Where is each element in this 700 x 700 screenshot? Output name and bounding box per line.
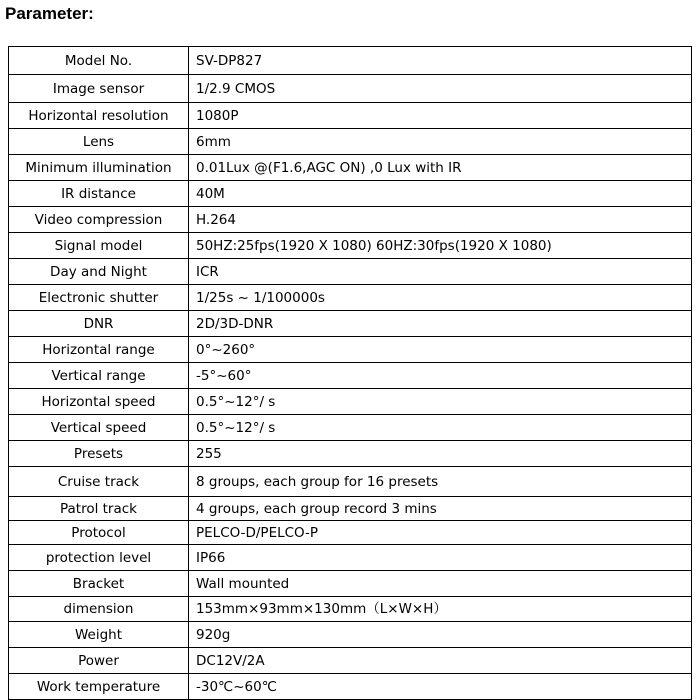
- row-value-day-and-night: ICR: [189, 259, 692, 285]
- row-value-horizontal-resolution: 1080P: [189, 103, 692, 129]
- row-label-dnr: DNR: [9, 311, 189, 337]
- table-row: [9, 415, 692, 441]
- row-value-vertical-speed: 0.5°~12°/ s: [189, 415, 692, 441]
- row-value-ir-distance: 40M: [189, 181, 692, 207]
- row-value-signal-model: 50HZ:25fps(1920 X 1080) 60HZ:30fps(1920 X 1080): [189, 233, 692, 259]
- row-label-cruise-track: Cruise track: [9, 467, 189, 497]
- row-value-protocol: PELCO-D/PELCO-P: [189, 521, 692, 545]
- table-row: [9, 337, 692, 363]
- row-label-day-and-night: Day and Night: [9, 259, 189, 285]
- row-value-work-temperature: -30℃~60℃: [189, 674, 692, 700]
- row-label-electronic-shutter: Electronic shutter: [9, 285, 189, 311]
- row-label-presets: Presets: [9, 441, 189, 467]
- row-value-vertical-range: -5°~60°: [189, 363, 692, 389]
- row-label-signal-model: Signal model: [9, 233, 189, 259]
- row-value-power: DC12V/2A: [189, 648, 692, 674]
- table-row: [9, 467, 692, 497]
- row-value-dimension: 153mm×93mm×130mm（L×W×H）: [189, 597, 692, 622]
- row-label-work-temperature: Work temperature: [9, 674, 189, 700]
- row-label-protocol: Protocol: [9, 521, 189, 545]
- page-title: Parameter:: [5, 4, 94, 23]
- table-row: [9, 181, 692, 207]
- row-label-horizontal-range: Horizontal range: [9, 337, 189, 363]
- row-value-horizontal-range: 0°~260°: [189, 337, 692, 363]
- row-value-electronic-shutter: 1/25s ~ 1/100000s: [189, 285, 692, 311]
- table-row: [9, 103, 692, 129]
- table-row: [9, 389, 692, 415]
- row-label-horizontal-resolution: Horizontal resolution: [9, 103, 189, 129]
- row-label-minimum-illumination: Minimum illumination: [9, 155, 189, 181]
- table-row: [9, 311, 692, 337]
- row-label-model-no: Model No.: [9, 47, 189, 75]
- row-label-power: Power: [9, 648, 189, 674]
- row-value-video-compression: H.264: [189, 207, 692, 233]
- row-label-image-sensor: Image sensor: [9, 75, 189, 103]
- row-label-ir-distance: IR distance: [9, 181, 189, 207]
- row-label-dimension: dimension: [9, 597, 189, 622]
- table-row: [9, 363, 692, 389]
- row-label-lens: Lens: [9, 129, 189, 155]
- row-value-horizontal-speed: 0.5°~12°/ s: [189, 389, 692, 415]
- row-value-protection-level: IP66: [189, 545, 692, 571]
- row-value-dnr: 2D/3D-DNR: [189, 311, 692, 337]
- row-label-vertical-range: Vertical range: [9, 363, 189, 389]
- row-label-video-compression: Video compression: [9, 207, 189, 233]
- row-value-weight: 920g: [189, 622, 692, 648]
- table-row: [9, 285, 692, 311]
- table-row: [9, 571, 692, 597]
- row-label-bracket: Bracket: [9, 571, 189, 597]
- row-label-protection-level: protection level: [9, 545, 189, 571]
- row-value-cruise-track: 8 groups, each group for 16 presets: [189, 467, 692, 497]
- row-value-presets: 255: [189, 441, 692, 467]
- row-value-image-sensor: 1/2.9 CMOS: [189, 75, 692, 103]
- row-value-lens: 6mm: [189, 129, 692, 155]
- table-row: [9, 155, 692, 181]
- table-row: [9, 129, 692, 155]
- table-row: [9, 622, 692, 648]
- table-row: [9, 674, 692, 700]
- row-label-patrol-track: Patrol track: [9, 497, 189, 521]
- parameter-table: [8, 46, 692, 700]
- row-label-horizontal-speed: Horizontal speed: [9, 389, 189, 415]
- row-label-weight: Weight: [9, 622, 189, 648]
- row-label-vertical-speed: Vertical speed: [9, 415, 189, 441]
- table-row: [9, 47, 692, 75]
- table-row: [9, 545, 692, 571]
- table-row: [9, 648, 692, 674]
- row-value-bracket: Wall mounted: [189, 571, 692, 597]
- table-row: [9, 75, 692, 103]
- table-row: [9, 497, 692, 521]
- table-row: [9, 441, 692, 467]
- table-row: [9, 259, 692, 285]
- row-value-minimum-illumination: 0.01Lux @(F1.6,AGC ON) ,0 Lux with IR: [189, 155, 692, 181]
- row-value-model-no: SV-DP827: [189, 47, 692, 75]
- table-row: [9, 521, 692, 545]
- row-value-patrol-track: 4 groups, each group record 3 mins: [189, 497, 692, 521]
- table-row: [9, 207, 692, 233]
- table-row: [9, 597, 692, 622]
- table-row: [9, 233, 692, 259]
